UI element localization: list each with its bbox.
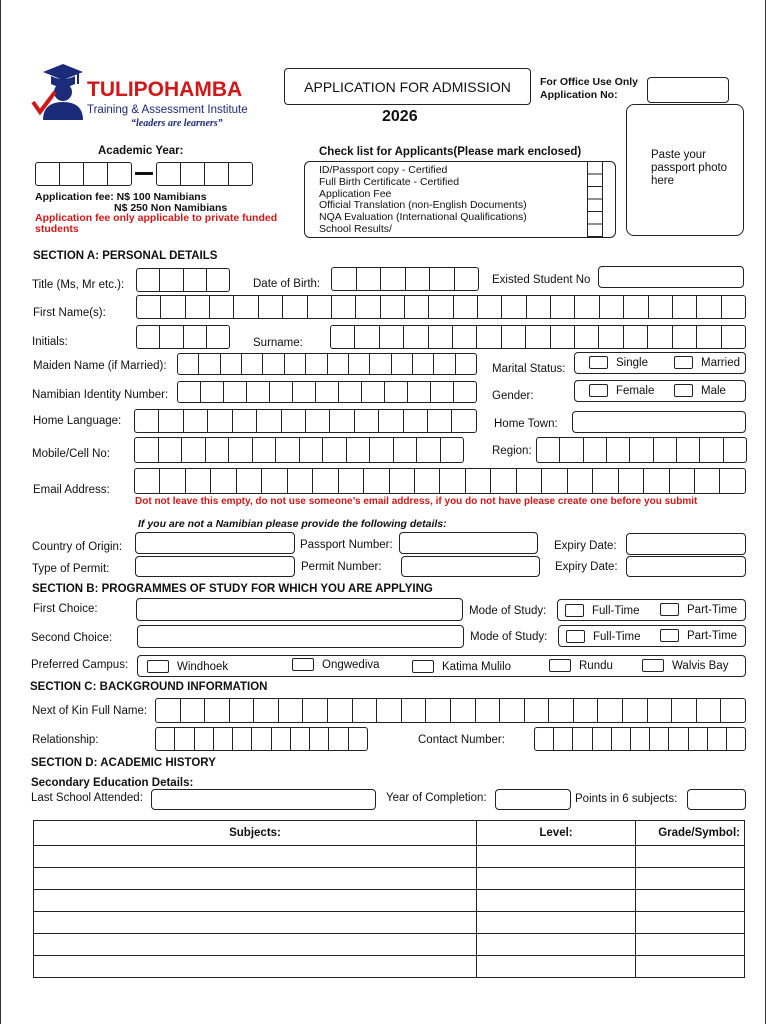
gender-female-option[interactable] (589, 384, 654, 397)
single-label: Single (616, 356, 648, 369)
level-cell[interactable] (477, 890, 636, 912)
second-fulltime-option[interactable] (566, 630, 641, 643)
title-label: Title (Ms, Mr etc.): (32, 279, 125, 291)
initials-field[interactable] (136, 325, 230, 349)
married-label: Married (701, 356, 740, 369)
mobile-field[interactable] (134, 437, 464, 463)
campus-windhoek-option[interactable] (147, 660, 228, 673)
marital-status-label: Marital Status: (492, 363, 566, 375)
passport-expiry-label: Expiry Date: (554, 540, 617, 552)
marital-single-option[interactable] (589, 356, 648, 369)
home-town-label: Home Town: (494, 418, 558, 430)
second-choice-field[interactable] (137, 625, 464, 648)
single-checkbox[interactable] (589, 356, 608, 369)
table-row (34, 956, 745, 978)
email-warning: Dot not leave this empty, do not use someone’s email address, if you do not have please create one before you submit (135, 496, 698, 507)
grade-cell[interactable] (636, 912, 745, 934)
checklist-item-1: Full Birth Certificate - Certified (319, 175, 460, 188)
existing-student-label: Existed Student No (492, 274, 591, 286)
level-cell[interactable] (477, 912, 636, 934)
katima-checkbox[interactable] (412, 660, 434, 673)
last-school-label: Last School Attended: (31, 792, 143, 804)
region-label: Region: (492, 445, 532, 457)
checklist-item-3: Official Translation (non-English Documents) (319, 199, 527, 212)
surname-label: Surname: (253, 337, 303, 349)
home-town-field[interactable] (572, 411, 746, 433)
first-choice-label: First Choice: (33, 603, 98, 615)
mode-of-study-label-2: Mode of Study: (470, 631, 548, 643)
logo-tagline: “leaders are learners” (131, 118, 223, 129)
checklist-item-0: ID/Passport copy - Certified (319, 164, 448, 176)
subject-cell[interactable] (34, 890, 477, 912)
level-cell[interactable] (477, 934, 636, 956)
office-use-label: For Office Use Only (540, 76, 639, 88)
campus-katima-label: Katima Mulilo (442, 660, 512, 673)
male-label: Male (701, 384, 726, 397)
checklist-title: Check list for Applicants(Please mark enclosed) (319, 146, 582, 158)
relationship-label: Relationship: (32, 734, 99, 746)
year-completion-label: Year of Completion: (386, 792, 487, 804)
surname-field[interactable] (330, 325, 746, 349)
grade-header: Grade/Symbol: (636, 821, 745, 846)
academic-year-end-field[interactable] (156, 162, 253, 186)
level-cell[interactable] (477, 846, 636, 868)
subjects-header: Subjects: (34, 821, 477, 846)
subject-cell[interactable] (34, 934, 477, 956)
fee-note: Application fee only applicable to private funded students (35, 212, 278, 235)
subject-cell[interactable] (34, 912, 477, 934)
permit-type-field[interactable] (135, 556, 295, 577)
subject-cell[interactable] (34, 956, 477, 978)
table-row (34, 846, 745, 868)
preferred-campus-label: Preferred Campus: (31, 659, 129, 671)
windhoek-checkbox[interactable] (147, 660, 169, 673)
country-origin-label: Country of Origin: (32, 541, 123, 553)
passport-number-field[interactable] (399, 532, 538, 554)
grade-cell[interactable] (636, 956, 745, 978)
passport-number-label: Passport Number: (300, 539, 393, 551)
section-a-title: SECTION A: PERSONAL DETAILS (33, 250, 218, 262)
permit-type-label: Type of Permit: (32, 563, 110, 575)
campus-windhoek-label: Windhoek (177, 660, 229, 673)
section-d-title: SECTION D: ACADEMIC HISTORY (31, 757, 216, 769)
campus-katima-option[interactable] (412, 660, 511, 673)
fulltime-checkbox[interactable] (566, 630, 585, 643)
fee-non-namibian: N$ 250 Non Namibians (114, 202, 228, 214)
form-title-box (284, 68, 531, 105)
fulltime-label: Full-Time (592, 604, 640, 617)
subject-cell[interactable] (34, 846, 477, 868)
email-field[interactable] (134, 468, 746, 494)
maiden-name-label: Maiden Name (if Married): (33, 360, 167, 372)
permit-number-field[interactable] (401, 556, 540, 577)
rundu-checkbox[interactable] (549, 659, 571, 672)
photo-instruction: Paste your passport photo here (651, 149, 728, 187)
contact-number-label: Contact Number: (418, 734, 505, 746)
parttime-checkbox[interactable] (660, 629, 679, 642)
academic-year-label: Academic Year: (98, 145, 184, 157)
level-cell[interactable] (477, 868, 636, 890)
level-header: Level: (477, 821, 636, 846)
existing-student-field[interactable] (598, 266, 744, 288)
table-row (34, 912, 745, 934)
subjects-header-row (34, 821, 745, 846)
points-label: Points in 6 subjects: (575, 793, 678, 805)
home-language-label: Home Language: (33, 415, 122, 427)
table-row (34, 868, 745, 890)
title-field[interactable] (136, 268, 230, 292)
region-field[interactable] (536, 437, 747, 463)
female-label: Female (616, 384, 655, 397)
married-checkbox[interactable] (674, 356, 693, 369)
points-field[interactable] (687, 789, 746, 810)
last-school-field[interactable] (151, 789, 376, 810)
marital-married-option[interactable] (674, 356, 740, 369)
contact-number-field[interactable] (534, 727, 746, 751)
subjects-table (33, 820, 745, 978)
permit-number-label: Permit Number: (301, 561, 382, 573)
gender-male-option[interactable] (674, 384, 726, 397)
campus-walvis-option[interactable] (642, 659, 728, 672)
next-of-kin-field[interactable] (155, 698, 746, 723)
relationship-field[interactable] (155, 727, 368, 751)
parttime-checkbox[interactable] (660, 603, 679, 616)
first-choice-field[interactable] (136, 598, 463, 621)
form-year: 2026 (382, 108, 418, 125)
grade-cell[interactable] (636, 934, 745, 956)
ongwediva-checkbox[interactable] (292, 658, 314, 671)
logo-subtitle: Training & Assessment Institute (87, 104, 248, 116)
checklist-item-2: Application Fee (319, 187, 392, 200)
first-names-label: First Name(s): (33, 307, 106, 319)
dob-field[interactable] (331, 267, 479, 291)
gender-label: Gender: (492, 390, 534, 402)
campus-rundu-option[interactable] (549, 659, 613, 672)
secondary-education-heading: Secondary Education Details: (31, 777, 194, 789)
non-namibian-heading: If you are not a Namibian please provide the following details: (138, 518, 447, 530)
permit-expiry-field[interactable] (626, 556, 746, 577)
female-checkbox[interactable] (589, 384, 608, 397)
permit-expiry-label: Expiry Date: (555, 561, 618, 573)
subject-cell[interactable] (34, 868, 477, 890)
year-completion-field[interactable] (495, 789, 571, 810)
passport-expiry-field[interactable] (626, 533, 746, 555)
mobile-label: Mobile/Cell No: (32, 448, 110, 460)
parttime-label: Part-Time (687, 629, 738, 642)
campus-rundu-label: Rundu (579, 659, 613, 672)
checklist-item-5: School Results/ (319, 222, 392, 235)
second-choice-label: Second Choice: (31, 632, 113, 644)
section-b-title: SECTION B: PROGRAMMES OF STUDY FOR WHICH YOU ARE APPLYING (32, 583, 433, 595)
id-number-label: Namibian Identity Number: (32, 389, 169, 401)
first-fulltime-option[interactable] (565, 604, 640, 617)
checklist-checkboxes[interactable] (587, 162, 603, 237)
table-row (34, 890, 745, 912)
year-dash (135, 172, 153, 175)
fulltime-checkbox[interactable] (565, 604, 584, 617)
checklist-item-4: NQA Evaluation (International Qualifications) (319, 211, 527, 224)
passport-photo-box[interactable] (626, 104, 744, 236)
fulltime-label: Full-Time (593, 630, 641, 643)
table-row (34, 934, 745, 956)
email-label: Email Address: (33, 484, 110, 496)
grade-cell[interactable] (636, 846, 745, 868)
id-number-field[interactable] (177, 381, 477, 403)
home-language-field[interactable] (134, 409, 477, 433)
male-checkbox[interactable] (674, 384, 693, 397)
first-names-field[interactable] (136, 295, 746, 319)
grade-cell[interactable] (636, 868, 745, 890)
mode-of-study-label-1: Mode of Study: (469, 605, 547, 617)
next-of-kin-label: Next of Kin Full Name: (32, 705, 148, 717)
second-parttime-option[interactable] (660, 629, 737, 642)
application-no-field[interactable] (647, 77, 729, 103)
institute-logo (31, 62, 261, 132)
maiden-name-field[interactable] (177, 353, 477, 375)
parttime-label: Part-Time (687, 603, 738, 616)
application-no-label: Application No: (540, 89, 618, 101)
logo-name: TULIPOHAMBA (87, 78, 243, 101)
checklist-item (319, 165, 527, 236)
level-cell[interactable] (477, 956, 636, 978)
campus-ongwediva-label: Ongwediva (322, 658, 380, 671)
campus-ongwediva-option[interactable] (292, 658, 380, 671)
checklist-box (304, 161, 616, 238)
dob-label: Date of Birth: (253, 278, 321, 290)
form-title: APPLICATION FOR ADMISSION (304, 79, 511, 95)
graduate-logo-icon (31, 62, 91, 124)
section-c-title: SECTION C: BACKGROUND INFORMATION (30, 681, 268, 693)
walvis-checkbox[interactable] (642, 659, 664, 672)
initials-label: Initials: (32, 336, 68, 348)
country-origin-field[interactable] (135, 532, 295, 554)
first-parttime-option[interactable] (660, 603, 737, 616)
campus-walvis-label: Walvis Bay (672, 659, 729, 672)
academic-year-start-field[interactable] (35, 162, 132, 186)
fee-namibian: Application fee: N$ 100 Namibians (35, 191, 207, 203)
grade-cell[interactable] (636, 890, 745, 912)
